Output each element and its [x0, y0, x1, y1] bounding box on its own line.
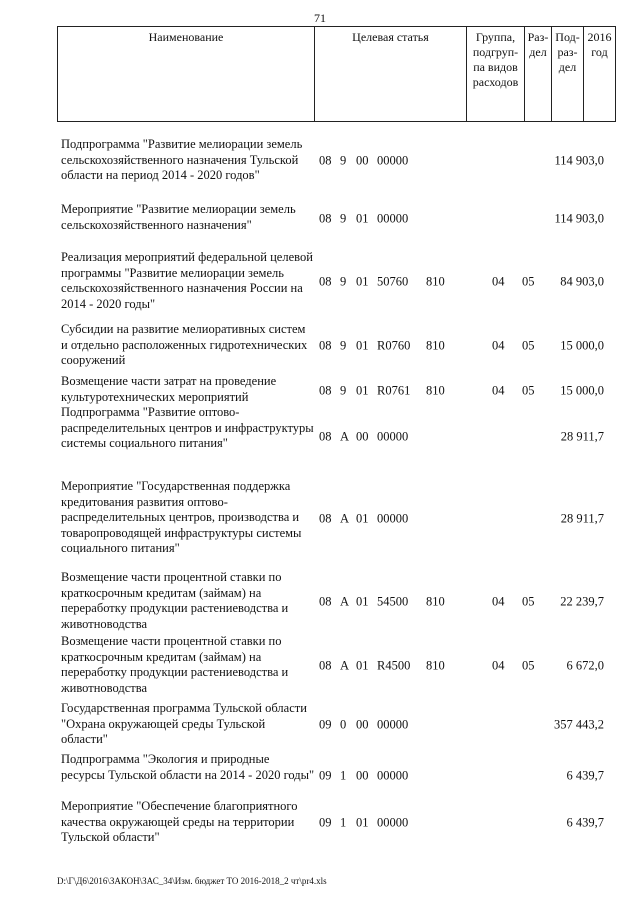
row-c4: 00000 [377, 768, 409, 783]
row-subsection: 05 [522, 658, 535, 673]
row-c3: 00 [356, 717, 369, 732]
row-c2: А [340, 658, 350, 673]
row-name: Возмещение части затрат на проведение культуротехнических мероприятий [61, 374, 277, 404]
row-c1: 09 [319, 815, 332, 830]
table-row [57, 322, 616, 370]
row-amount: 357 443,2 [554, 717, 604, 732]
row-c4: 54500 [377, 594, 409, 609]
row-c1: 08 [319, 338, 332, 353]
row-subsection: 05 [522, 382, 535, 397]
row-amount: 6 439,7 [566, 815, 604, 830]
file-path-footer: D:\Г\Д6\2016\ЗАКОН\ЗАС_34\Изм. бюджет ТО 2016-2018_2 чт\pr4.xls [57, 876, 327, 886]
row-section: 04 [492, 382, 505, 397]
row-c4: 00000 [377, 429, 409, 444]
row-c2: 1 [340, 815, 347, 830]
table-row [57, 634, 616, 698]
table-header [57, 26, 616, 122]
row-c4: 00000 [377, 153, 409, 168]
row-c2: 0 [340, 717, 347, 732]
row-c4: R0760 [377, 338, 411, 353]
row-amount: 84 903,0 [560, 274, 604, 289]
row-c3: 00 [356, 153, 369, 168]
row-section: 04 [492, 338, 505, 353]
row-c1: 08 [319, 210, 332, 225]
row-c4: 00000 [377, 717, 409, 732]
table-row [57, 137, 616, 185]
row-c1: 08 [319, 594, 332, 609]
row-c2: 9 [340, 338, 347, 353]
row-name: Субсидии на развитие мелиоративных систем и отдельно расположенных гидротехнических сооружений [61, 322, 308, 367]
row-group: 810 [426, 382, 445, 397]
row-amount: 114 903,0 [554, 153, 604, 168]
row-amount: 6 672,0 [566, 658, 604, 673]
row-c2: А [340, 429, 350, 444]
row-amount: 15 000,0 [560, 382, 604, 397]
table-row [57, 570, 616, 634]
row-c1: 08 [319, 382, 332, 397]
table-row [57, 250, 616, 314]
row-c3: 01 [356, 511, 369, 526]
header-year: 2016 год [587, 30, 612, 59]
row-group: 810 [426, 658, 445, 673]
header-section: Раз- дел [525, 27, 552, 121]
row-group: 810 [426, 594, 445, 609]
row-group: 810 [426, 338, 445, 353]
page-number: 71 [314, 11, 326, 25]
table-row [57, 202, 616, 235]
row-c2: 9 [340, 274, 347, 289]
row-c1: 08 [319, 429, 332, 444]
row-c3: 01 [356, 338, 369, 353]
row-amount: 28 911,7 [560, 511, 604, 526]
header-subsection: Под- раз- дел [552, 27, 584, 121]
row-c2: 9 [340, 382, 347, 397]
row-c4: 00000 [377, 210, 409, 225]
header-group: Группа, подгруп- па видов расходов [467, 27, 525, 121]
row-c3: 00 [356, 768, 369, 783]
row-section: 04 [492, 594, 505, 609]
row-c4: 00000 [377, 511, 409, 526]
row-c2: А [340, 511, 350, 526]
row-c2: 9 [340, 210, 347, 225]
row-c3: 01 [356, 658, 369, 673]
row-amount: 28 911,7 [560, 429, 604, 444]
row-c2: 1 [340, 768, 347, 783]
row-section: 04 [492, 658, 505, 673]
row-section: 04 [492, 274, 505, 289]
row-name: Государственная программа Тульской области "Охрана окружающей среды Тульской области" [61, 701, 307, 746]
row-subsection: 05 [522, 274, 535, 289]
table-row [57, 405, 616, 469]
row-name: Мероприятие "Развитие мелиорации земель сельскохозяйственного назначения" [61, 202, 296, 232]
row-name: Мероприятие "Обеспечение благоприятного качества окружающей среды на территории Тульской области" [61, 799, 298, 844]
row-c3: 00 [356, 429, 369, 444]
table-row [57, 752, 616, 800]
row-group: 810 [426, 274, 445, 289]
row-c1: 08 [319, 274, 332, 289]
table-row [57, 799, 616, 847]
row-c1: 08 [319, 658, 332, 673]
row-subsection: 05 [522, 338, 535, 353]
row-name: Возмещение части процентной ставки по краткосрочным кредитам (займам) на переработку продукции растениеводства и животноводства [61, 570, 289, 631]
row-name: Возмещение части процентной ставки по краткосрочным кредитам (займам) на переработку продукции растениеводства и животноводства [61, 634, 289, 695]
row-amount: 114 903,0 [554, 210, 604, 225]
row-c4: R0761 [377, 382, 411, 397]
header-name: Наименование [58, 27, 315, 121]
row-c3: 01 [356, 274, 369, 289]
row-c3: 01 [356, 210, 369, 225]
row-c1: 09 [319, 717, 332, 732]
row-c4: R4500 [377, 658, 411, 673]
row-c3: 01 [356, 815, 369, 830]
row-c1: 08 [319, 511, 332, 526]
table-row [57, 374, 616, 407]
row-c2: А [340, 594, 350, 609]
row-name: Мероприятие "Государственная поддержка кредитования развития оптово-распределительных центров, производства и товаропроводящей инфраструктуры системы социального питания" [61, 479, 302, 555]
row-c1: 09 [319, 768, 332, 783]
row-c1: 08 [319, 153, 332, 168]
row-c4: 00000 [377, 815, 409, 830]
row-c2: 9 [340, 153, 347, 168]
header-target: Целевая статья [315, 27, 467, 121]
table-row [57, 479, 616, 559]
row-name: Реализация мероприятий федеральной целевой программы "Развитие мелиорации земель сельскохозяйственного назначения России на 2014 - 2020 годы" [61, 250, 313, 311]
row-amount: 15 000,0 [560, 338, 604, 353]
row-c3: 01 [356, 382, 369, 397]
row-subsection: 05 [522, 594, 535, 609]
row-c4: 50760 [377, 274, 409, 289]
row-amount: 6 439,7 [566, 768, 604, 783]
row-c3: 01 [356, 594, 369, 609]
row-amount: 22 239,7 [560, 594, 604, 609]
row-name: Подпрограмма "Экология и природные ресурсы Тульской области на 2014 - 2020 годы" [61, 752, 315, 782]
row-name: Подпрограмма "Развитие оптово-распределительных центров и инфраструктуры системы социального питания" [61, 405, 314, 450]
row-name: Подпрограмма "Развитие мелиорации земель сельскохозяйственного назначения Тульской области на период 2014 - 2020 годов" [61, 137, 303, 182]
table-row [57, 701, 616, 749]
